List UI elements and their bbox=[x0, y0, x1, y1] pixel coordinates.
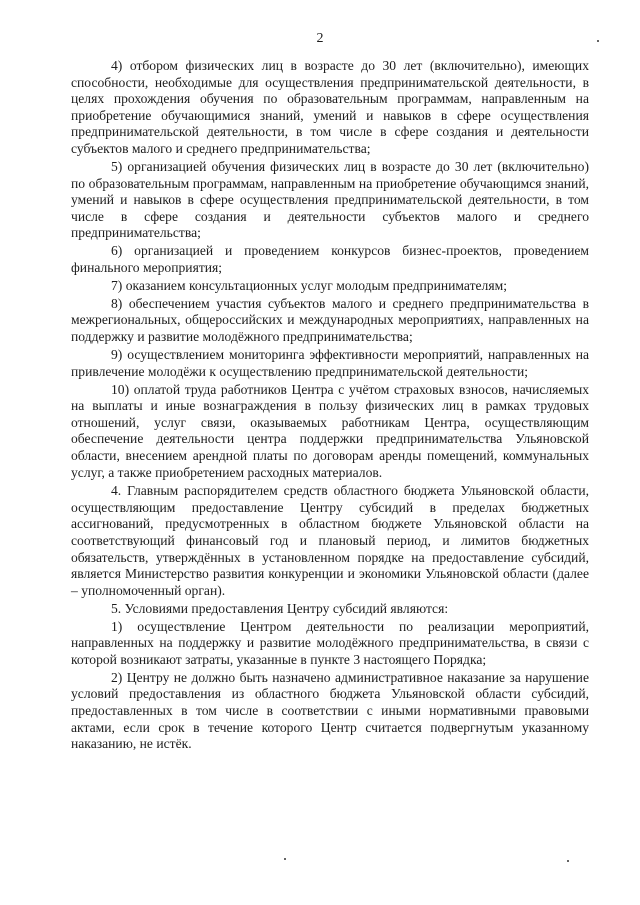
paragraph-item-4: 4) отбором физических лиц в возрасте до 30 лет (включительно), имеющих способности, необходимые для осуществления предпринимательской деятельности, в целях прохождения обучения по образовательным программам, направленным на приобретение обучающимися знаний, умений и навыков в сфере осуществления предпринимательской деятельности, в том числе в сфере создания и деятельности субъектов малого и среднего предпринимательства; bbox=[71, 58, 589, 156]
page-number: 2 bbox=[316, 31, 324, 46]
paragraph-condition-2: 2) Центру не должно быть назначено административное наказание за нарушение условий предоставления из областного бюджета Ульяновской области субсидий, предоставленных в том числе в соответствии с иными нормативными правовыми актами, если срок в течение которого Центр считается подвергнутым указанному наказанию, не истёк. bbox=[71, 669, 589, 752]
paragraph-item-9: 9) осуществлением мониторинга эффективности мероприятий, направленных на привлечение молодёжи к осуществлению предпринимательской деятельности; bbox=[71, 347, 589, 379]
scan-speck bbox=[284, 858, 286, 860]
paragraph-item-10: 10) оплатой труда работников Центра с учётом страховых взносов, начисляемых на выплаты и иные вознаграждения в пользу физических лиц в рамках трудовых отношений, услуг связи, оказываемых работникам Центра, осуществляющим обеспечение деятельности центра поддержки предпринимательства Ульяновской области, внесением арендной платы по договорам аренды помещений, коммунальных услуг, а также приобретением расходных материалов. bbox=[71, 381, 589, 480]
paragraph-section-5: 5. Условиями предоставления Центру субсидий являются: bbox=[111, 600, 449, 616]
paragraph-condition-1: 1) осуществление Центром деятельности по реализации мероприятий, направленных на поддержку и развитие молодёжного предпринимательства, в связи с которой возникают затраты, указанные в пункте 3 настоящего Порядка; bbox=[71, 618, 589, 667]
paragraph-item-6: 6) организацией и проведением конкурсов бизнес-проектов, проведением финального мероприятия; bbox=[71, 243, 589, 275]
paragraph-item-5: 5) организацией обучения физических лиц в возрасте до 30 лет (включительно) по образовательным программам, направленным на приобретение обучающимся знаний, умений и навыков в сфере осуществления предпринимательской деятельности, в том числе в сфере создания и деятельности субъектов малого и среднего предпринимательства; bbox=[71, 158, 589, 241]
document-body bbox=[71, 58, 589, 754]
paragraph-section-4: 4. Главным распорядителем средств областного бюджета Ульяновской области, осуществляющим предоставление Центру субсидий в пределах бюджетных ассигнований, предусмотренных в областном бюджете Ульяновской области на соответствующий финансовый год и плановый период, и лимитов бюджетных обязательств, утверждённых в установленном порядке на предоставление субсидий, является Министерство развития конкуренции и экономики Ульяновской области (далее – уполномоченный орган). bbox=[71, 483, 589, 598]
scan-speck bbox=[597, 40, 599, 42]
paragraph-item-8: 8) обеспечением участия субъектов малого и среднего предпринимательства в межрегиональных, общероссийских и международных мероприятиях, направленных на поддержку и развитие молодёжного предпринимательства; bbox=[71, 295, 589, 345]
scan-speck bbox=[567, 860, 569, 862]
paragraph-item-7: 7) оказанием консультационных услуг молодым предпринимателям; bbox=[111, 277, 507, 293]
